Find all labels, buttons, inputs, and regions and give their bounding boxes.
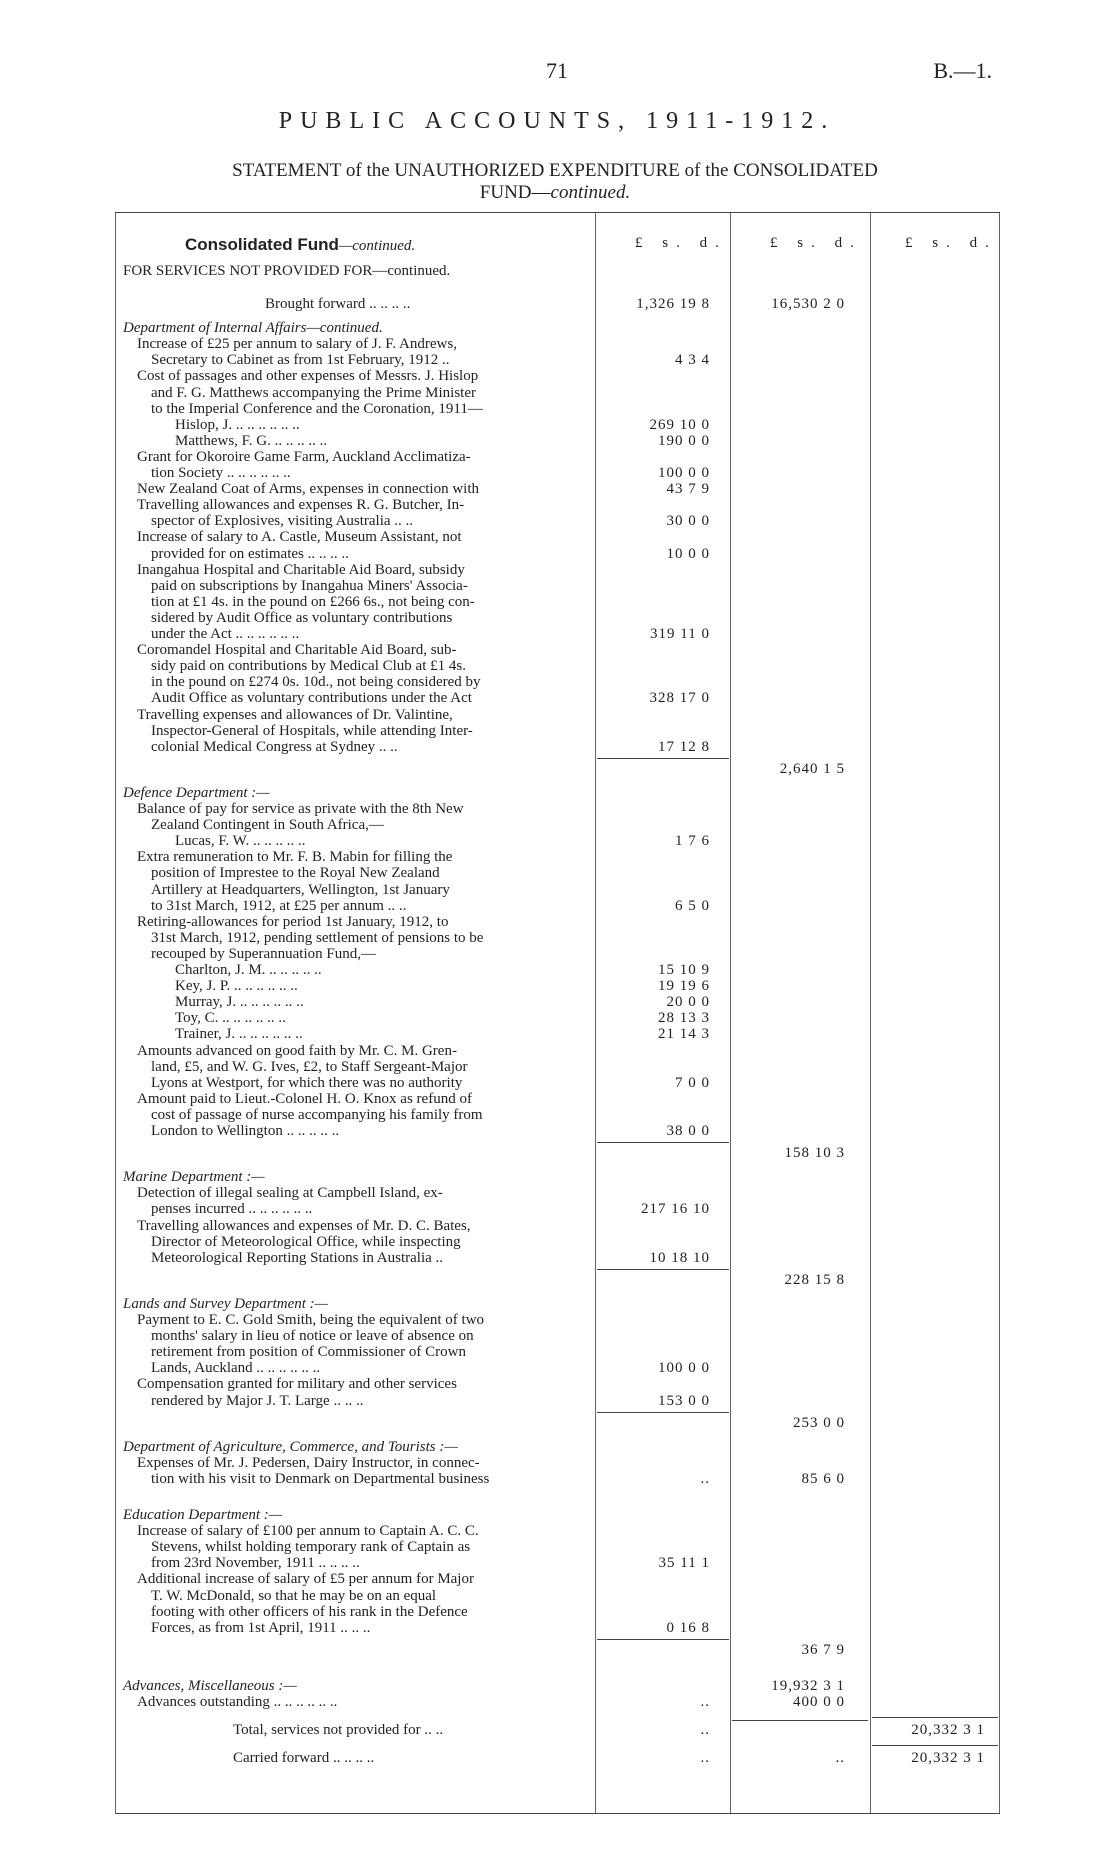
fund-suffix: —continued. bbox=[338, 238, 416, 254]
ledger-row bbox=[115, 994, 1000, 1010]
item-text: Charlton, J. M. .. .. .. .. .. bbox=[175, 962, 322, 978]
item-text: New Zealand Coat of Arms, expenses in connection with bbox=[137, 481, 479, 498]
ledger-row bbox=[115, 296, 1000, 312]
ledger-row bbox=[115, 849, 1000, 865]
item-text: Travelling allowances and expenses R. G. Butcher, In- bbox=[137, 497, 465, 514]
ledger-row bbox=[115, 417, 1000, 433]
item-text: Travelling allowances and expenses of Mr. D. C. Bates, bbox=[137, 1217, 471, 1234]
amount-col-a: 153 0 0 bbox=[658, 1392, 710, 1409]
amount-col-a: 38 0 0 bbox=[666, 1123, 710, 1139]
amount-col-b: .. bbox=[835, 1750, 845, 1767]
amount-col-a: 20 0 0 bbox=[666, 994, 710, 1011]
statement-fund: FUND— bbox=[479, 182, 551, 203]
amount-col-a: .. bbox=[700, 1694, 710, 1710]
item-text: tion with his visit to Denmark on Departmental business bbox=[151, 1470, 490, 1487]
item-text: Payment to E. C. Gold Smith, being the equivalent of two bbox=[137, 1312, 485, 1328]
item-text: Matthews, F. G. .. .. .. .. .. bbox=[175, 432, 328, 449]
item-text: Key, J. P. .. .. .. .. .. .. bbox=[175, 978, 298, 995]
item-text: Director of Meteorological Office, while inspecting bbox=[151, 1233, 461, 1250]
item-text: and F. G. Matthews accompanying the Prime Minister bbox=[151, 384, 476, 401]
amount-col-a: 6 5 0 bbox=[675, 897, 710, 914]
fund-label: Consolidated Fund bbox=[185, 235, 339, 254]
item-text: London to Wellington .. .. .. .. .. bbox=[151, 1123, 340, 1139]
item-text: months' salary in lieu of notice or leave of absence on bbox=[151, 1328, 474, 1345]
ledger-row bbox=[115, 546, 1000, 562]
item-text: Lands, Auckland .. .. .. .. .. .. bbox=[151, 1360, 321, 1377]
section-heading: Department of Agriculture, Commerce, and Tourists :— bbox=[123, 1438, 458, 1455]
ledger-row bbox=[115, 1393, 1000, 1409]
item-text: Detection of illegal sealing at Campbell Island, ex- bbox=[137, 1185, 443, 1202]
ledger-row bbox=[115, 739, 1000, 755]
page-title: PUBLIC ACCOUNTS, 1911-1912. bbox=[278, 108, 836, 134]
ledger-row bbox=[115, 1539, 1000, 1555]
ledger-row bbox=[115, 865, 1000, 881]
statement-line-1: STATEMENT of the UNAUTHORIZED EXPENDITURE of the CONSOLIDATED bbox=[232, 160, 878, 181]
subtotal-rule bbox=[597, 1269, 729, 1270]
ledger-row bbox=[115, 1218, 1000, 1234]
amount-col-a: 217 16 10 bbox=[641, 1201, 710, 1218]
ledger-row bbox=[115, 833, 1000, 849]
amount-col-b: 16,530 2 0 bbox=[771, 296, 845, 312]
amount-col-a: .. bbox=[700, 1470, 710, 1487]
ledger-row bbox=[115, 513, 1000, 529]
amount-col-b: 19,932 3 1 bbox=[771, 1677, 845, 1694]
subtotal-rule bbox=[597, 1142, 729, 1143]
item-text: sidered by Audit Office as voluntary contributions bbox=[151, 609, 453, 626]
ledger-row bbox=[115, 1234, 1000, 1250]
ledger-row bbox=[115, 1750, 1000, 1766]
total-rule bbox=[872, 1717, 998, 1718]
ledger-row bbox=[115, 1571, 1000, 1587]
item-text: under the Act .. .. .. .. .. .. bbox=[151, 626, 300, 642]
item-text: position of Imprestee to the Royal New Zealand bbox=[151, 865, 440, 882]
ledger-row bbox=[115, 1075, 1000, 1091]
ledger-row bbox=[115, 352, 1000, 368]
item-text: Advances outstanding .. .. .. .. .. .. bbox=[137, 1694, 338, 1710]
amount-col-a: 319 11 0 bbox=[650, 626, 710, 642]
item-text: provided for on estimates .. .. .. .. bbox=[151, 545, 349, 562]
item-text: Total, services not provided for .. .. bbox=[233, 1722, 444, 1739]
ledger-row bbox=[115, 449, 1000, 465]
total-rule bbox=[872, 1745, 998, 1746]
item-text: paid on subscriptions by Inangahua Miners' Associa- bbox=[151, 577, 468, 594]
item-text: Increase of salary to A. Castle, Museum Assistant, not bbox=[137, 529, 462, 546]
item-text: Expenses of Mr. J. Pedersen, Dairy Instructor, in connec- bbox=[137, 1454, 480, 1471]
item-text: Trainer, J. .. .. .. .. .. .. bbox=[175, 1026, 303, 1043]
ledger-row bbox=[115, 336, 1000, 352]
ledger-row bbox=[115, 1091, 1000, 1107]
column-head-2: £ s. d. bbox=[770, 235, 862, 251]
amount-col-b: 253 0 0 bbox=[793, 1414, 845, 1431]
subtotal-rule bbox=[732, 1720, 868, 1721]
ledger-row bbox=[115, 626, 1000, 642]
amount-col-a: 10 18 10 bbox=[649, 1249, 710, 1266]
ledger-row bbox=[115, 401, 1000, 417]
item-text: Meteorological Reporting Stations in Australia .. bbox=[151, 1249, 444, 1266]
page-reference: B.—1. bbox=[933, 58, 992, 83]
ledger-row bbox=[115, 610, 1000, 626]
ledger-row bbox=[115, 978, 1000, 994]
amount-col-a: 28 13 3 bbox=[658, 1010, 710, 1027]
ledger-row bbox=[115, 1344, 1000, 1360]
ledger-row bbox=[115, 368, 1000, 384]
ledger-row bbox=[115, 674, 1000, 690]
ledger-row bbox=[115, 1376, 1000, 1392]
item-text: to 31st March, 1912, at £25 per annum .. .. bbox=[151, 897, 407, 914]
ledger-row bbox=[115, 1145, 1000, 1161]
item-text: Increase of salary of £100 per annum to Captain A. C. C. bbox=[137, 1523, 479, 1540]
section-heading: Education Department :— bbox=[123, 1507, 283, 1523]
item-text: tion at £1 4s. in the pound on £266 6s., not being con- bbox=[151, 593, 475, 610]
amount-col-a: .. bbox=[700, 1722, 710, 1739]
section-heading: Defence Department :— bbox=[123, 784, 270, 801]
ledger-row bbox=[115, 1439, 1000, 1455]
amount-col-a: 1 7 6 bbox=[675, 833, 710, 850]
ledger-row bbox=[115, 465, 1000, 481]
statement-continued: continued. bbox=[550, 182, 631, 203]
item-text: Additional increase of salary of £5 per annum for Major bbox=[137, 1571, 474, 1588]
ledger-row bbox=[115, 914, 1000, 930]
subtotal-rule bbox=[597, 1639, 729, 1640]
ledger-row bbox=[115, 385, 1000, 401]
item-text: colonial Medical Congress at Sydney .. .. bbox=[151, 738, 398, 755]
ledger-row bbox=[115, 785, 1000, 801]
ledger-row bbox=[115, 562, 1000, 578]
amount-col-b: 400 0 0 bbox=[793, 1694, 845, 1710]
services-heading-row bbox=[115, 263, 1000, 279]
item-text: Inspector-General of Hospitals, while attending Inter- bbox=[151, 722, 473, 739]
ledger-row bbox=[115, 1604, 1000, 1620]
item-text: spector of Explosives, visiting Australia .. .. bbox=[151, 513, 414, 530]
expenditure-table bbox=[115, 212, 1000, 1814]
fund-heading bbox=[185, 235, 415, 255]
amount-col-a: 0 16 8 bbox=[666, 1619, 710, 1636]
item-text: Coromandel Hospital and Charitable Aid Board, sub- bbox=[137, 642, 457, 659]
item-text: land, £5, and W. G. Ives, £2, to Staff Sergeant-Major bbox=[151, 1058, 468, 1075]
ledger-row bbox=[115, 529, 1000, 545]
item-text: Amounts advanced on good faith by Mr. C. M. Gren- bbox=[137, 1042, 457, 1059]
subtotal-rule bbox=[597, 758, 729, 759]
item-text: Brought forward .. .. .. .. bbox=[265, 296, 411, 312]
services-heading: FOR SERVICES NOT PROVIDED FOR—continued. bbox=[123, 263, 451, 279]
ledger-row bbox=[115, 1123, 1000, 1139]
ledger-row bbox=[115, 1043, 1000, 1059]
column-head-1: £ s. d. bbox=[635, 235, 727, 251]
ledger-row bbox=[115, 801, 1000, 817]
statement-line-2 bbox=[140, 182, 970, 204]
item-text: cost of passage of nurse accompanying his family from bbox=[151, 1106, 483, 1123]
item-text: Balance of pay for service as private with the 8th New bbox=[137, 801, 464, 817]
item-text: from 23rd November, 1911 .. .. .. .. bbox=[151, 1555, 360, 1572]
item-text: in the pound on £274 0s. 10d., not being considered by bbox=[151, 674, 481, 691]
amount-col-a: 7 0 0 bbox=[675, 1074, 710, 1091]
item-text: Secretary to Cabinet as from 1st February, 1912 .. bbox=[151, 352, 450, 369]
item-text: Zealand Contingent in South Africa,— bbox=[151, 817, 384, 834]
amount-col-b: 85 6 0 bbox=[801, 1470, 845, 1487]
item-text: T. W. McDonald, so that he may be on an equal bbox=[151, 1587, 437, 1604]
item-text: tion Society .. .. .. .. .. .. bbox=[151, 465, 291, 481]
item-text: Travelling expenses and allowances of Dr. Valintine, bbox=[137, 706, 453, 723]
item-text: Lyons at Westport, for which there was no authority bbox=[151, 1074, 463, 1091]
ledger-row bbox=[115, 1328, 1000, 1344]
ledger-row bbox=[115, 882, 1000, 898]
item-text: Toy, C. .. .. .. .. .. .. bbox=[175, 1010, 286, 1027]
item-text: Hislop, J. .. .. .. .. .. .. bbox=[175, 416, 300, 433]
item-text: Amount paid to Lieut.-Colonel H. O. Knox as refund of bbox=[137, 1090, 472, 1107]
ledger-row bbox=[115, 497, 1000, 513]
amount-col-a: 30 0 0 bbox=[666, 513, 710, 530]
item-text: Increase of £25 per annum to salary of J. F. Andrews, bbox=[137, 336, 457, 353]
section-heading: Lands and Survey Department :— bbox=[123, 1295, 328, 1312]
section-heading: Marine Department :— bbox=[123, 1169, 265, 1186]
item-text: Lucas, F. W. .. .. .. .. .. bbox=[175, 833, 306, 850]
ledger-row bbox=[115, 594, 1000, 610]
ledger-row bbox=[115, 1010, 1000, 1026]
item-text: Compensation granted for military and other services bbox=[137, 1376, 457, 1393]
amount-col-a: .. bbox=[700, 1750, 710, 1767]
ledger-row bbox=[115, 898, 1000, 914]
item-text: Forces, as from 1st April, 1911 .. .. .. bbox=[151, 1619, 371, 1636]
ledger-row bbox=[115, 761, 1000, 777]
item-text: penses incurred .. .. .. .. .. .. bbox=[151, 1201, 313, 1218]
ledger-row bbox=[115, 1059, 1000, 1075]
amount-col-a: 4 3 4 bbox=[675, 352, 710, 369]
ledger-row bbox=[115, 1642, 1000, 1658]
item-text: Retiring-allowances for period 1st January, 1912, to bbox=[137, 913, 449, 930]
item-text: Cost of passages and other expenses of Messrs. J. Hislop bbox=[137, 368, 479, 385]
section-heading: Advances, Miscellaneous :— bbox=[123, 1677, 297, 1694]
ledger-row bbox=[115, 1272, 1000, 1288]
ledger-row bbox=[115, 320, 1000, 336]
amount-col-a: 10 0 0 bbox=[666, 545, 710, 562]
amount-col-a: 100 0 0 bbox=[658, 1360, 710, 1377]
amount-col-a: 19 19 6 bbox=[658, 978, 710, 995]
ledger-row bbox=[115, 1296, 1000, 1312]
item-text: retirement from position of Commissioner of Crown bbox=[151, 1344, 466, 1361]
ledger-row bbox=[115, 1455, 1000, 1471]
amount-col-a: 15 10 9 bbox=[658, 962, 710, 978]
ledger-row bbox=[115, 817, 1000, 833]
amount-col-a: 21 14 3 bbox=[658, 1026, 710, 1043]
amount-col-a: 100 0 0 bbox=[658, 465, 710, 481]
statement-heading bbox=[140, 160, 970, 204]
ledger-row bbox=[115, 946, 1000, 962]
ledger-row bbox=[115, 1588, 1000, 1604]
amount-col-c: 20,332 3 1 bbox=[911, 1722, 985, 1739]
ledger-row bbox=[115, 578, 1000, 594]
ledger-row bbox=[115, 1620, 1000, 1636]
ledger-row bbox=[115, 481, 1000, 497]
item-text: Audit Office as voluntary contributions under the Act bbox=[151, 690, 472, 707]
ledger-row bbox=[115, 723, 1000, 739]
ledger-row bbox=[115, 1250, 1000, 1266]
ledger-row bbox=[115, 1523, 1000, 1539]
ledger-row bbox=[115, 1415, 1000, 1431]
amount-col-b: 228 15 8 bbox=[784, 1271, 845, 1288]
item-text: Extra remuneration to Mr. F. B. Mabin for filling the bbox=[137, 849, 453, 866]
amount-col-a: 17 12 8 bbox=[658, 738, 710, 755]
amount-col-c: 20,332 3 1 bbox=[911, 1750, 985, 1767]
page-number: 71 bbox=[546, 58, 568, 83]
item-text: Artillery at Headquarters, Wellington, 1st January bbox=[151, 881, 450, 898]
ledger-row bbox=[115, 1678, 1000, 1694]
ledger-row bbox=[115, 1312, 1000, 1328]
ledger-row bbox=[115, 658, 1000, 674]
amount-col-b: 158 10 3 bbox=[784, 1145, 845, 1162]
item-text: Inangahua Hospital and Charitable Aid Board, subsidy bbox=[137, 561, 465, 578]
ledger-row bbox=[115, 433, 1000, 449]
ledger-row bbox=[115, 1107, 1000, 1123]
amount-col-a: 328 17 0 bbox=[649, 690, 710, 707]
item-text: recouped by Superannuation Fund,— bbox=[151, 945, 376, 962]
column-head-3: £ s. d. bbox=[905, 235, 997, 251]
ledger-row bbox=[115, 930, 1000, 946]
item-text: sidy paid on contributions by Medical Club at £1 4s. bbox=[151, 658, 466, 675]
ledger-row bbox=[115, 1185, 1000, 1201]
amount-col-a: 43 7 9 bbox=[666, 481, 710, 498]
ledger-row bbox=[115, 1201, 1000, 1217]
amount-col-a: 35 11 1 bbox=[658, 1555, 710, 1572]
ledger-row bbox=[115, 962, 1000, 978]
ledger-row bbox=[115, 1169, 1000, 1185]
ledger-row bbox=[115, 1360, 1000, 1376]
ledger-row bbox=[115, 1555, 1000, 1571]
amount-col-a: 269 10 0 bbox=[649, 416, 710, 433]
item-text: footing with other officers of his rank in the Defence bbox=[151, 1603, 468, 1620]
ledger-row bbox=[115, 642, 1000, 658]
ledger-row bbox=[115, 1471, 1000, 1487]
item-text: Carried forward .. .. .. .. bbox=[233, 1750, 375, 1767]
ledger-row bbox=[115, 1722, 1000, 1738]
ledger-row bbox=[115, 1507, 1000, 1523]
item-text: rendered by Major J. T. Large .. .. .. bbox=[151, 1392, 364, 1409]
item-text: 31st March, 1912, pending settlement of pensions to be bbox=[151, 929, 484, 946]
item-text: Stevens, whilst holding temporary rank of Captain as bbox=[151, 1539, 471, 1556]
ledger-row bbox=[115, 1026, 1000, 1042]
item-text: to the Imperial Conference and the Coronation, 1911— bbox=[151, 400, 483, 417]
amount-col-b: 2,640 1 5 bbox=[779, 760, 845, 777]
amount-col-a: 190 0 0 bbox=[658, 432, 710, 449]
ledger-row bbox=[115, 1694, 1000, 1710]
amount-col-a: 1,326 19 8 bbox=[636, 296, 710, 312]
section-heading: Department of Internal Affairs—continued. bbox=[123, 320, 383, 337]
ledger-row bbox=[115, 707, 1000, 723]
ledger-row bbox=[115, 690, 1000, 706]
item-text: Murray, J. .. .. .. .. .. .. bbox=[175, 994, 304, 1011]
subtotal-rule bbox=[597, 1412, 729, 1413]
item-text: Grant for Okoroire Game Farm, Auckland Acclimatiza- bbox=[137, 448, 471, 465]
amount-col-b: 36 7 9 bbox=[801, 1641, 845, 1658]
